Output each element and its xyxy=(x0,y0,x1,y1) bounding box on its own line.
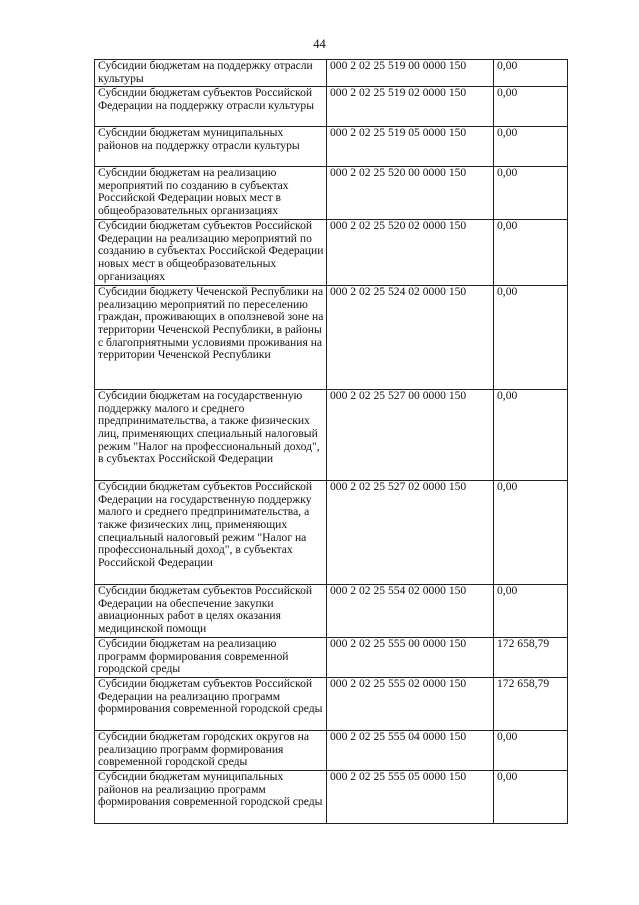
row-name: Субсидии бюджетам на реализацию мероприятий по созданию в субъектах Российской Федерации новых мест в общеобразовательных организациях xyxy=(95,167,327,220)
row-amount: 0,00 xyxy=(494,87,568,127)
row-name: Субсидии бюджетам муниципальных районов на поддержку отрасли культуры xyxy=(95,127,327,167)
row-code: 000 2 02 25 524 02 0000 150 xyxy=(327,286,494,390)
row-name: Субсидии бюджетам на поддержку отрасли культуры xyxy=(95,60,327,87)
row-name: Субсидии бюджетам субъектов Российской Федерации на государственную поддержку малого и среднего предпринимательства, а также физических лиц, применяющих специальный налоговый режим "Налог на профессиональный доход", в субъектах Российской Федерации xyxy=(95,481,327,585)
table-row xyxy=(95,167,568,220)
row-code: 000 2 02 25 555 02 0000 150 xyxy=(327,678,494,731)
row-code: 000 2 02 25 555 05 0000 150 xyxy=(327,771,494,824)
row-amount: 0,00 xyxy=(494,771,568,824)
row-name: Субсидии бюджетам муниципальных районов на реализацию программ формирования современной городской среды xyxy=(95,771,327,824)
row-amount: 172 658,79 xyxy=(494,678,568,731)
row-amount: 0,00 xyxy=(494,731,568,771)
row-name: Субсидии бюджетам субъектов Российской Федерации на реализацию программ формирования современной городской среды xyxy=(95,678,327,731)
table-row xyxy=(95,87,568,127)
table-row xyxy=(95,771,568,824)
table-row xyxy=(95,220,568,286)
table-row xyxy=(95,127,568,167)
table-row xyxy=(95,60,568,87)
row-code: 000 2 02 25 527 02 0000 150 xyxy=(327,481,494,585)
table-row xyxy=(95,678,568,731)
table-body xyxy=(95,60,568,824)
row-name: Субсидии бюджетам субъектов Российской Федерации на обеспечение закупки авиационных работ в целях оказания медицинской помощи xyxy=(95,585,327,638)
row-code: 000 2 02 25 519 05 0000 150 xyxy=(327,127,494,167)
row-amount: 0,00 xyxy=(494,220,568,286)
row-code: 000 2 02 25 520 00 0000 150 xyxy=(327,167,494,220)
row-amount: 0,00 xyxy=(494,286,568,390)
row-name: Субсидии бюджету Чеченской Республики на реализацию мероприятий по переселению граждан, проживающих в оползневой зоне на территории Чеченской Республики, в районы с благоприятными условиями проживания на территории Чеченской Республики xyxy=(95,286,327,390)
table-row xyxy=(95,585,568,638)
row-name: Субсидии бюджетам на государственную поддержку малого и среднего предпринимательства, а также физических лиц, применяющих специальный налоговый режим "Налог на профессиональный доход", в субъектах Российской Федерации xyxy=(95,390,327,481)
row-name: Субсидии бюджетам на реализацию программ формирования современной городской среды xyxy=(95,638,327,678)
row-amount: 172 658,79 xyxy=(494,638,568,678)
row-name: Субсидии бюджетам субъектов Российской Федерации на поддержку отрасли культуры xyxy=(95,87,327,127)
row-code: 000 2 02 25 554 02 0000 150 xyxy=(327,585,494,638)
table-row xyxy=(95,286,568,390)
row-amount: 0,00 xyxy=(494,60,568,87)
table-row xyxy=(95,731,568,771)
row-amount: 0,00 xyxy=(494,390,568,481)
row-name: Субсидии бюджетам субъектов Российской Федерации на реализацию мероприятий по созданию в субъектах Российской Федерации новых мест в общеобразовательных организациях xyxy=(95,220,327,286)
row-code: 000 2 02 25 520 02 0000 150 xyxy=(327,220,494,286)
budget-revenue-table xyxy=(94,59,568,824)
table-row xyxy=(95,390,568,481)
row-amount: 0,00 xyxy=(494,481,568,585)
row-code: 000 2 02 25 519 02 0000 150 xyxy=(327,87,494,127)
row-amount: 0,00 xyxy=(494,585,568,638)
table-row xyxy=(95,638,568,678)
row-code: 000 2 02 25 555 04 0000 150 xyxy=(327,731,494,771)
row-name: Субсидии бюджетам городских округов на реализацию программ формирования современной городской среды xyxy=(95,731,327,771)
row-code: 000 2 02 25 555 00 0000 150 xyxy=(327,638,494,678)
row-amount: 0,00 xyxy=(494,167,568,220)
table-row xyxy=(95,481,568,585)
row-amount: 0,00 xyxy=(494,127,568,167)
page-number: 44 xyxy=(313,37,326,51)
row-code: 000 2 02 25 527 00 0000 150 xyxy=(327,390,494,481)
row-code: 000 2 02 25 519 00 0000 150 xyxy=(327,60,494,87)
